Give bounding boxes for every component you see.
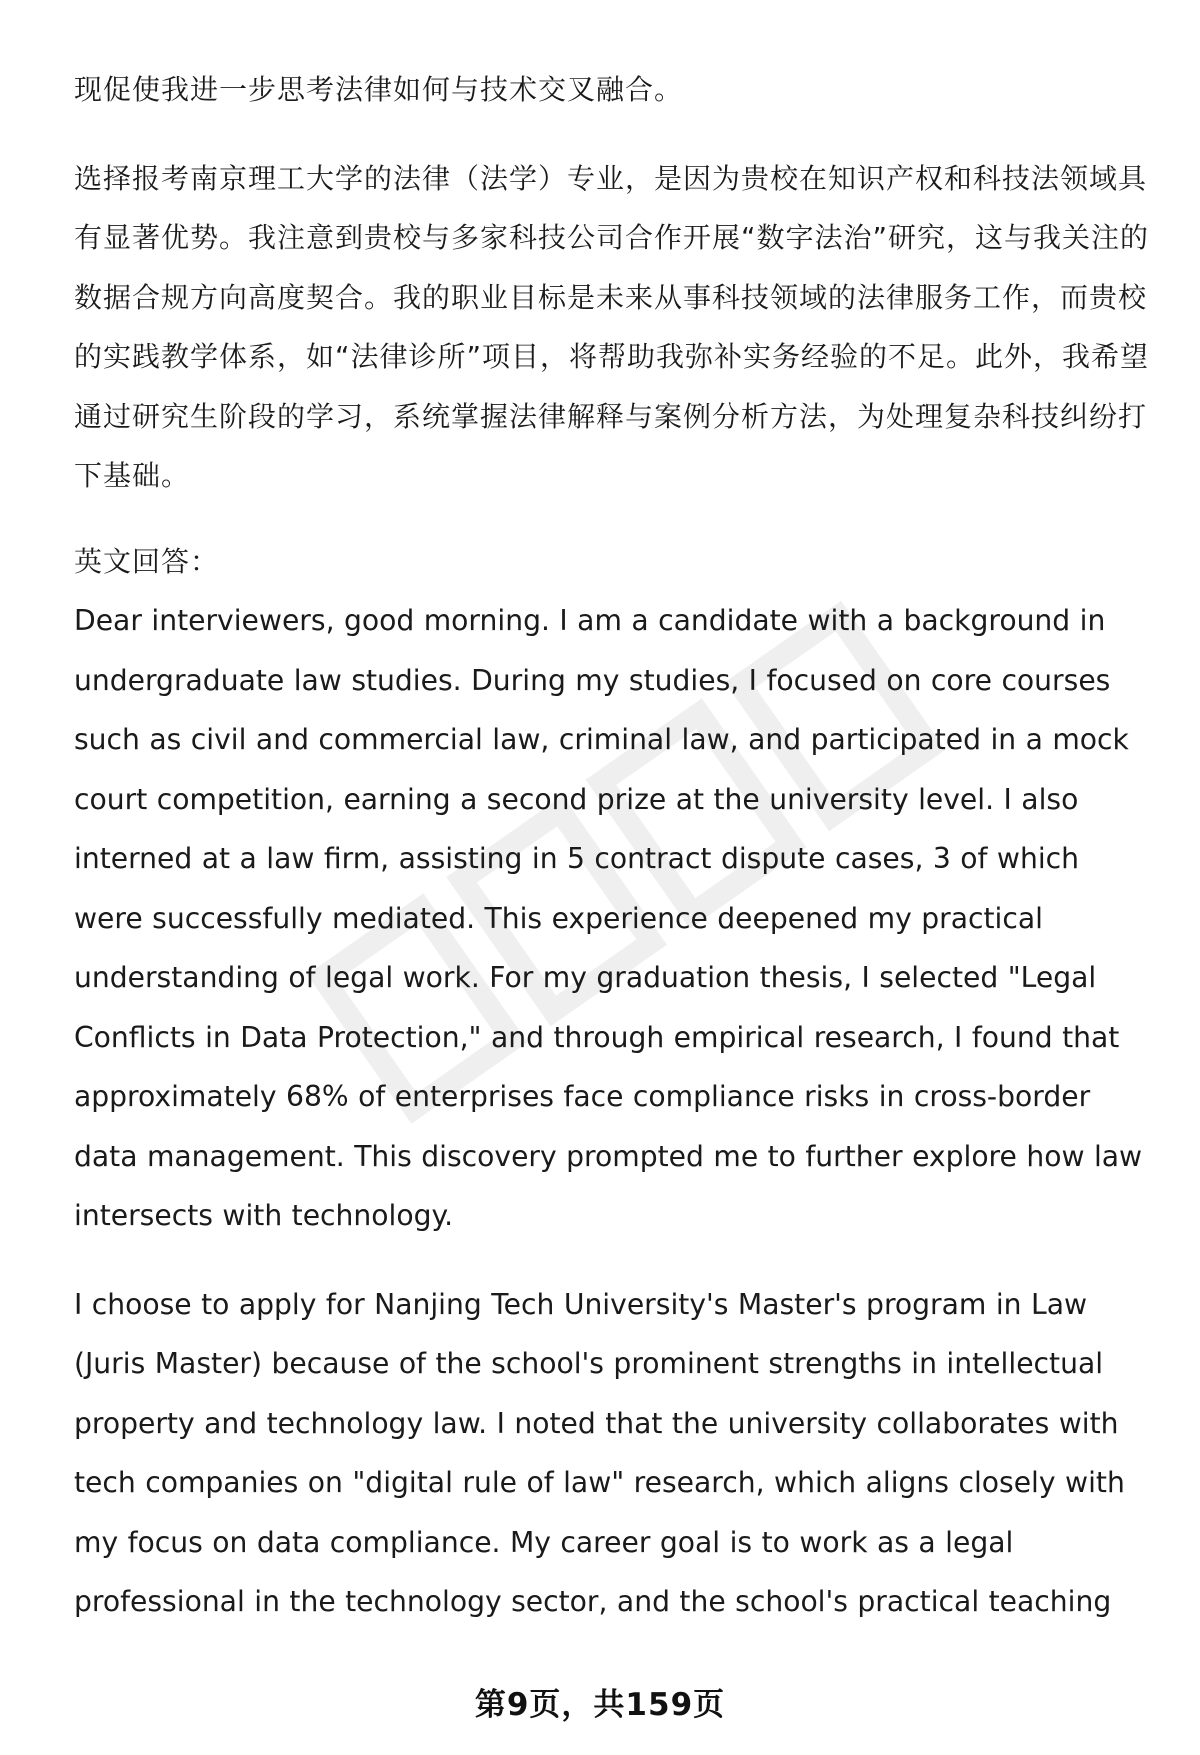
document-page — [74, 60, 1154, 1632]
paragraph-english-intro: Dear interviewers, good morning. I am a candidate with a background in undergraduate law studies. During my studies, I focused on core courses such as civil and commercial law, criminal law, and participated in a mock court competition, earning a second prize at the university level. I also interned at a law firm, assisting in 5 contract dispute cases, 3 of which were successfully mediated. This experience deepened my practical understanding of legal work. For my graduation thesis, I selected "Legal Conflicts in Data Protection," and through empirical research, I found that approximately 68% of enterprises face compliance risks in cross-border data management. This discovery prompted me to further explore how law intersects with technology. — [74, 604, 1143, 1232]
paragraph-english-motivation: I choose to apply for Nanjing Tech University's Master's program in Law (Juris Master) because of the school's prominent strengths in intellectual property and technology law. I noted that the university collaborates with tech companies on "digital rule of law" research, which aligns closely with my focus on data compliance. My career goal is to work as a legal professional in the technology sector, and the school's practical teaching — [74, 1287, 1125, 1618]
paragraph-chinese-motivation: 选择报考南京理工大学的法律（法学）专业，是因为贵校在知识产权和科技法领域具有显著优势。我注意到贵校与多家科技公司合作开展“数字法治”研究，这与我关注的数据合规方向高度契合。我的职业目标是未来从事科技领域的法律服务工作，而贵校的实践教学体系，如“法律诊所”项目，将帮助我弥补实务经验的不足。此外，我希望通过研究生阶段的学习，系统掌握法律解释与案例分析方法，为处理复杂科技纠纷打下基础。 — [74, 161, 1150, 492]
page-number-footer: 第9页，共159页 — [474, 1687, 726, 1723]
english-answer-heading: 英文回答： — [74, 544, 220, 578]
paragraph-continuation: 现促使我进一步思考法律如何与技术交叉融合。 — [74, 73, 684, 106]
